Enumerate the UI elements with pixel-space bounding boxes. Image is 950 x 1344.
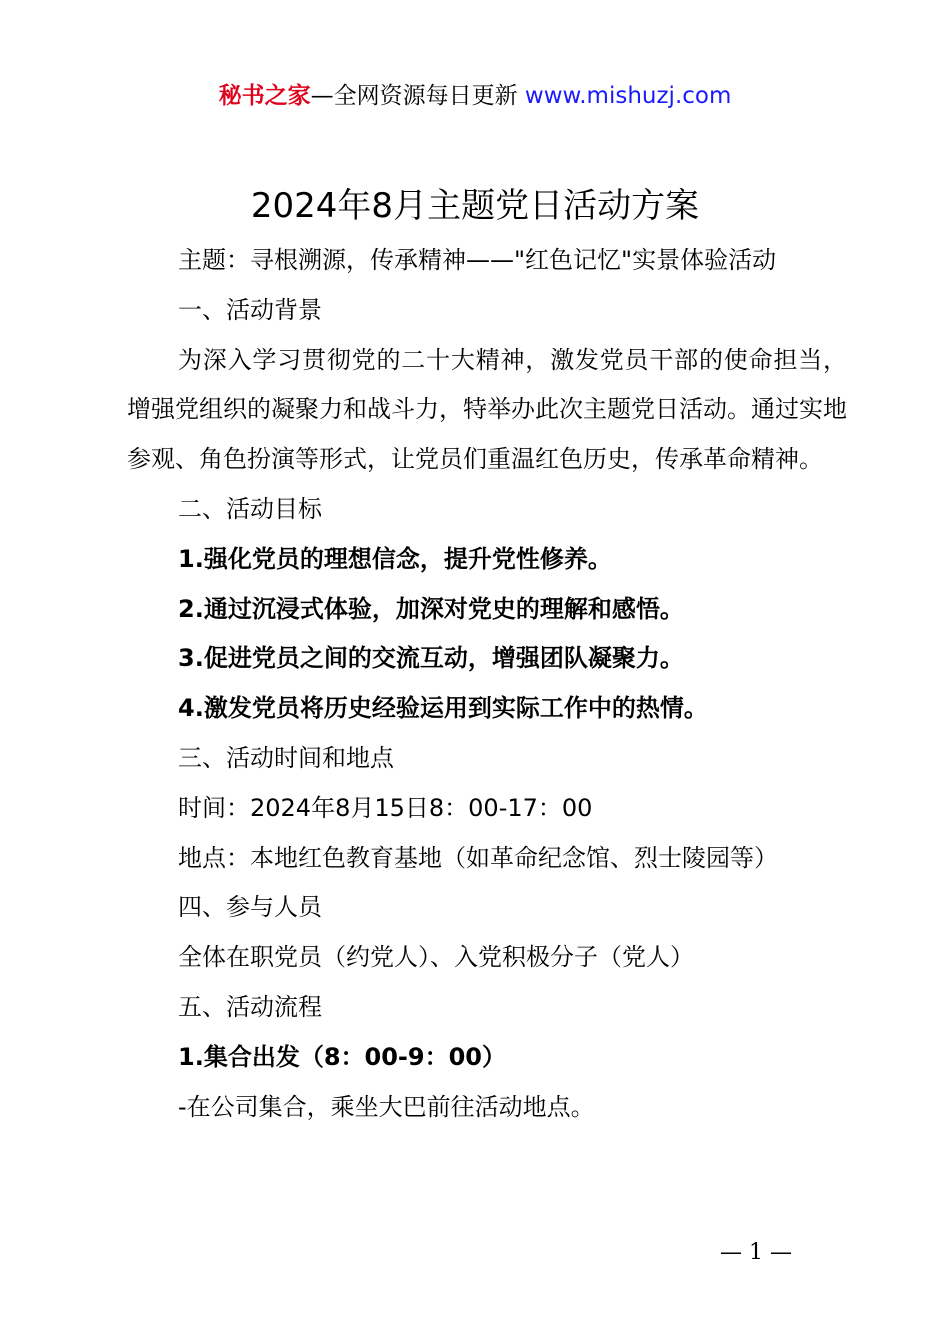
section-heading-time-place: 三、活动时间和地点 [178, 743, 394, 772]
section-heading-process: 五、活动流程 [178, 992, 322, 1021]
site-header [0, 80, 950, 112]
goal-item: 1.强化党员的理想信念，提升党性修养。 [178, 544, 612, 573]
process-step-body: -在公司集合，乘坐大巴前往活动地点。 [178, 1092, 595, 1121]
section-heading-background: 一、活动背景 [178, 295, 322, 324]
page-number: — 1 — [720, 1240, 792, 1265]
section-heading-participants: 四、参与人员 [178, 893, 322, 922]
participants-line: 全体在职党员（约党人）、入党积极分子（党人） [178, 943, 694, 972]
goal-item: 4.激发党员将历史经验运用到实际工作中的热情。 [178, 694, 708, 723]
goal-item: 2.通过沉浸式体验，加深对党史的理解和感悟。 [178, 594, 684, 623]
background-paragraph: 为深入学习贯彻党的二十大精神，激发党员干部的使命担当，增强党组织的凝聚力和战斗力，特举办此次主题党日活动。通过实地参观、角色扮演等形式，让党员们重温红色历史，传承革命精神。 [127, 345, 847, 474]
time-line: 时间：2024年8月15日8：00-17：00 [178, 793, 593, 822]
process-step-title: 1.集合出发（8：00-9：00） [178, 1042, 506, 1071]
header-slogan: —全网资源每日更新 [310, 83, 525, 109]
document-title: 2024年8月主题党日活动方案 [250, 186, 700, 226]
site-url-link[interactable]: www.mishuzj.com [524, 83, 732, 109]
brand-name: 秘书之家 [218, 83, 311, 109]
section-heading-goals: 二、活动目标 [178, 494, 322, 523]
goal-item: 3.促进党员之间的交流互动，增强团队凝聚力。 [178, 644, 684, 673]
document-body [127, 236, 847, 1132]
place-line: 地点：本地红色教育基地（如革命纪念馆、烈士陵园等） [178, 843, 778, 872]
theme-line: 主题：寻根溯源，传承精神——"红色记忆"实景体验活动 [178, 246, 777, 274]
